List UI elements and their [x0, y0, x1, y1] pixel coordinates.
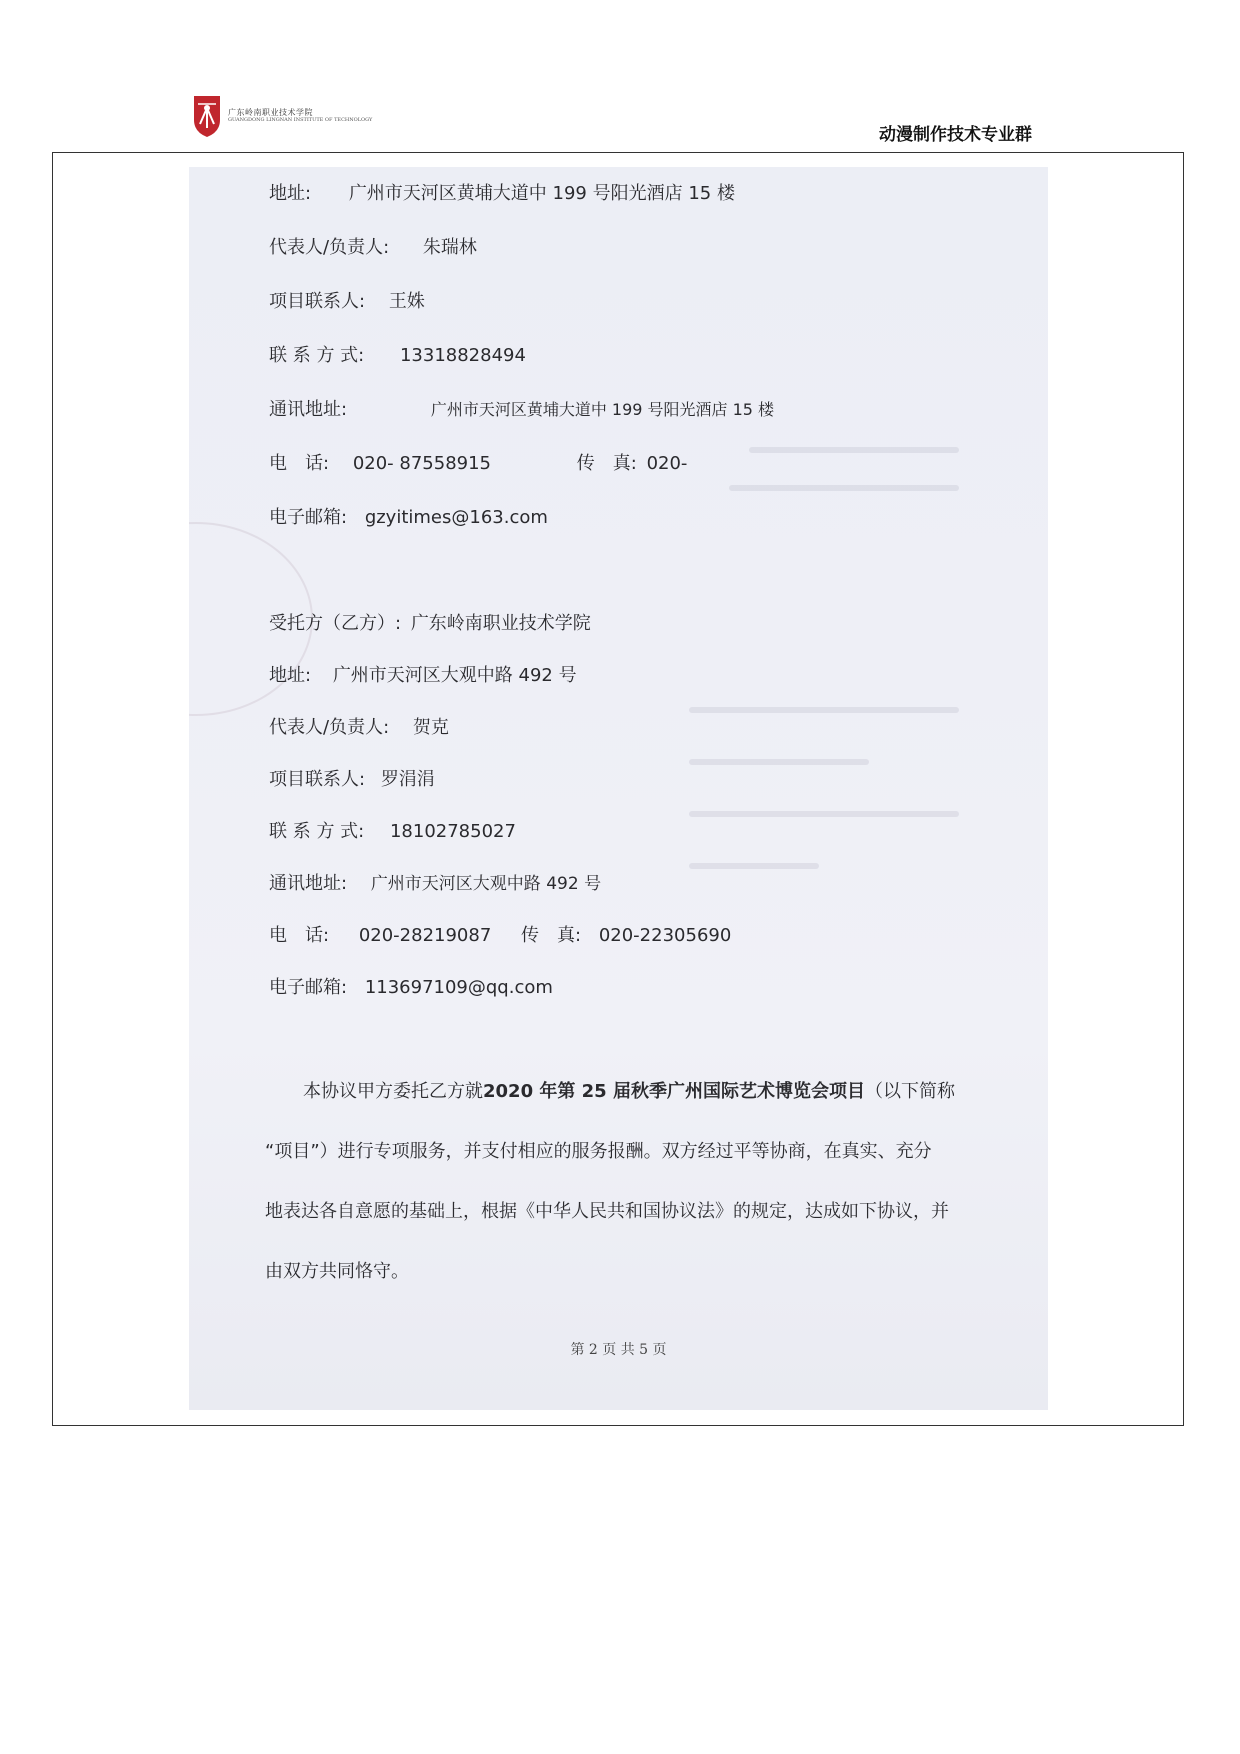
party-b-mail-address-label: 通讯地址:: [269, 873, 348, 894]
party-a-email-label: 电子邮箱:: [269, 507, 348, 528]
party-b-phone: 020-28219087: [358, 925, 492, 946]
party-b-email-label: 电子邮箱:: [269, 977, 348, 998]
party-a-rep: 朱瑞林: [422, 237, 477, 258]
party-b-fax-label: 传 真:: [521, 925, 582, 946]
scanned-page-photo: [189, 167, 1048, 1410]
party-a-fax-label: 传 真:: [576, 453, 637, 474]
party-b-method-label: 联 系 方 式:: [269, 821, 365, 842]
logo-chinese-name: 广东岭南职业技术学院: [228, 108, 313, 118]
party-b-address-label: 地址:: [269, 665, 312, 686]
bleed-through-line: [729, 485, 959, 491]
bleed-through-line: [749, 447, 959, 453]
party-b-fax: 020-22305690: [598, 925, 732, 946]
party-b-phone-row: [269, 921, 731, 947]
party-a-method-row: [269, 341, 526, 367]
party-a-rep-row: [269, 233, 477, 259]
bleed-through-line: [689, 759, 869, 765]
party-b-title-row: [269, 609, 591, 635]
agreement-line-2: “项目”）进行专项服务，并支付相应的服务报酬。双方经过平等协商，在真实、充分: [265, 1141, 932, 1162]
party-a-rep-label: 代表人/负责人:: [269, 237, 390, 258]
party-b-method: 18102785027: [389, 821, 516, 842]
party-b-contact: 罗涓涓: [380, 769, 435, 790]
party-a-phone-row: [269, 449, 687, 475]
party-a-contact: 王姝: [388, 291, 425, 312]
party-b-email: 113697109@qq.com: [364, 977, 553, 998]
party-b-contact-label: 项目联系人:: [269, 769, 366, 790]
party-b-contact-row: [269, 765, 435, 791]
bleed-through-line: [689, 707, 959, 713]
party-a-mail-address-row: [269, 395, 774, 421]
school-emblem-icon: [192, 94, 222, 138]
party-a-method: 13318828494: [399, 345, 526, 366]
party-a-contact-label: 项目联系人:: [269, 291, 366, 312]
party-b-title: 广东岭南职业技术学院: [410, 613, 591, 634]
party-a-address-row: [269, 179, 735, 205]
party-b-rep-row: [269, 713, 449, 739]
project-name: 2020 年第 25 届秋季广州国际艺术博览会项目: [483, 1081, 865, 1102]
program-group-title: 动漫制作技术专业群: [879, 125, 1032, 145]
party-b-rep-label: 代表人/负责人:: [269, 717, 390, 738]
party-b-mail-address-row: [269, 869, 601, 895]
party-b-method-row: [269, 817, 516, 843]
page-number: 第 2 页 共 5 页: [570, 1342, 667, 1358]
party-a-phone-label: 电 话:: [269, 453, 330, 474]
party-a-address-label: 地址:: [269, 183, 312, 204]
bleed-through-line: [689, 811, 959, 817]
party-a-phone: 020- 87558915: [352, 453, 492, 474]
party-b-rep: 贺克: [412, 717, 449, 738]
party-b-address: 广州市天河区大观中路 492 号: [332, 665, 577, 686]
logo-english-name: GUANGDONG LINGNAN INSTITUTE OF TECHNOLOGY: [228, 116, 373, 123]
party-a-email: gzyitimes@163.com: [364, 507, 548, 528]
party-b-address-row: [269, 661, 577, 687]
party-a-email-row: [269, 503, 548, 529]
agreement-line-1-end: （以下简称: [864, 1081, 955, 1102]
party-a-mail-address: 广州市天河区黄埔大道中 199 号阳光酒店 15 楼: [430, 400, 775, 419]
party-a-contact-row: [269, 287, 425, 313]
agreement-line-4: 由双方共同恪守。: [265, 1261, 409, 1282]
bleed-through-line: [689, 863, 819, 869]
agreement-line-1-start: 本协议甲方委托乙方就: [303, 1081, 483, 1102]
party-b-mail-address: 广州市天河区大观中路 492 号: [370, 874, 602, 894]
school-logo: [192, 94, 372, 138]
party-b-title-label: 受托方（乙方）:: [269, 613, 402, 634]
agreement-line-1: [265, 1077, 985, 1103]
agreement-line-3: 地表达各自意愿的基础上，根据《中华人民共和国协议法》的规定，达成如下协议，并: [265, 1201, 949, 1222]
party-a-address: 广州市天河区黄埔大道中 199 号阳光酒店 15 楼: [348, 183, 735, 204]
party-b-phone-label: 电 话:: [269, 925, 330, 946]
party-a-method-label: 联 系 方 式:: [269, 345, 365, 366]
party-a-fax: 020-: [646, 453, 688, 474]
party-a-mail-address-label: 通讯地址:: [269, 399, 348, 420]
party-b-email-row: [269, 973, 553, 999]
